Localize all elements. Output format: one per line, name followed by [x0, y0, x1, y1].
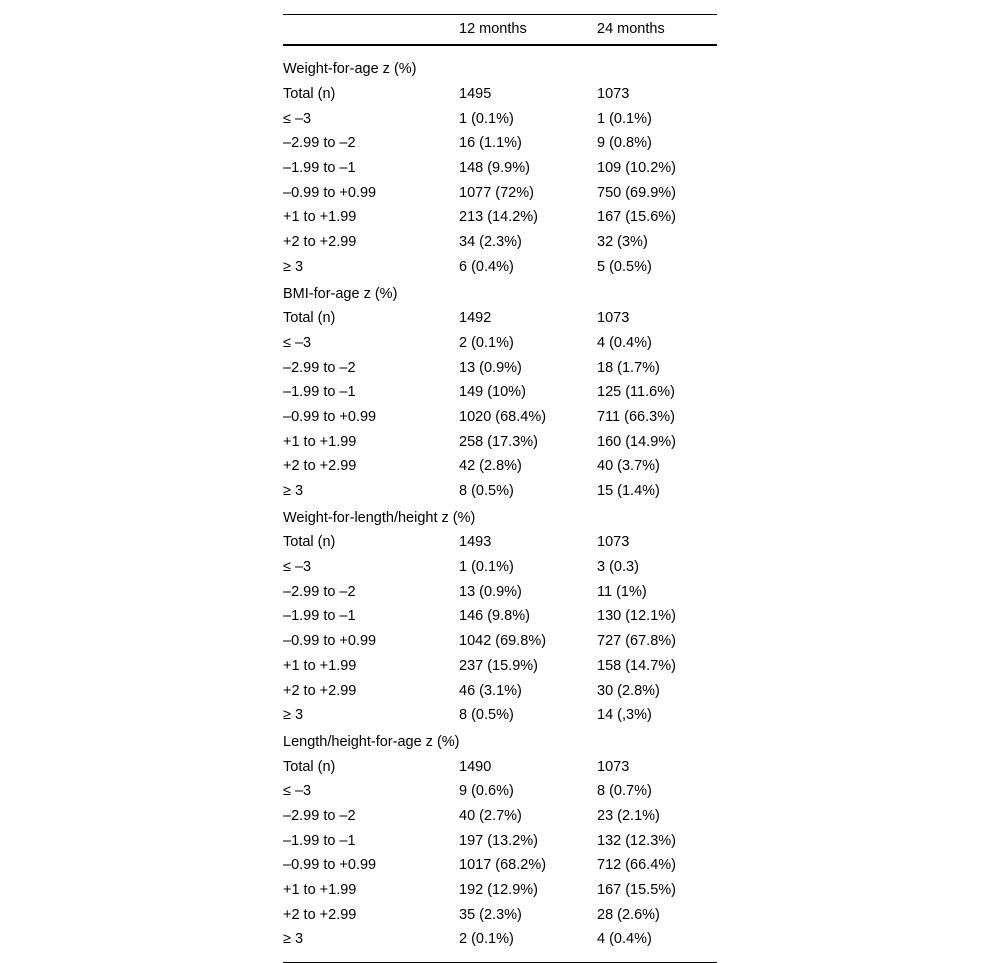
cell-12-months: 40 (2.7%): [459, 807, 522, 824]
cell-12-months: 213 (14.2%): [459, 209, 538, 226]
section-title: Length/height-for-age z (%): [283, 733, 460, 750]
table-row: [283, 604, 717, 629]
section-header-blank-24-months: [597, 55, 717, 82]
row-label: Total (n): [283, 758, 336, 775]
column-header-row: [283, 15, 717, 45]
table-header: [283, 15, 717, 47]
cell-24-months: 4 (0.4%): [597, 931, 652, 948]
cell-24-months: 4 (0.4%): [597, 334, 652, 351]
cell-24-months: 23 (2.1%): [597, 807, 660, 824]
z-score-distribution-table: [283, 14, 717, 963]
header-cell-label-column: [283, 15, 459, 45]
cell-24-months: 132 (12.3%): [597, 832, 676, 849]
table-row: [283, 205, 717, 230]
cell-24-months: 167 (15.5%): [597, 882, 676, 899]
cell-12-months: 6 (0.4%): [459, 258, 514, 275]
row-label: ≥ 3: [283, 483, 304, 500]
row-label: ≤ –3: [283, 334, 312, 351]
section-title: Weight-for-age z (%): [283, 61, 417, 78]
cell-24-months: 750 (69.9%): [597, 184, 676, 201]
row-label: –0.99 to +0.99: [283, 408, 377, 425]
row-label: –1.99 to –1: [283, 832, 356, 849]
section-header-row: [283, 55, 717, 82]
row-label: +1 to +1.99: [283, 882, 357, 899]
cell-12-months: 1 (0.1%): [459, 559, 514, 576]
table-row: [283, 927, 717, 952]
cell-24-months: 125 (11.6%): [597, 384, 675, 401]
cell-12-months: 148 (9.9%): [459, 160, 530, 177]
table-row: [283, 429, 717, 454]
cell-24-months: 1073: [597, 310, 630, 327]
cell-12-months: 34 (2.3%): [459, 234, 522, 251]
cell-12-months: 1020 (68.4%): [459, 408, 547, 425]
footer-spacer: [283, 952, 717, 963]
cell-24-months: 712 (66.4%): [597, 857, 676, 874]
row-label: +1 to +1.99: [283, 209, 357, 226]
table-row: [283, 405, 717, 430]
table-row: [283, 530, 717, 555]
section-title: Weight-for-length/height z (%): [283, 509, 476, 526]
cell-24-months: 32 (3%): [597, 234, 648, 251]
table-row: [283, 902, 717, 927]
table-row: [283, 754, 717, 779]
header-cell-24-months: 24 months: [597, 21, 665, 37]
table-row: [283, 180, 717, 205]
cell-24-months: 711 (66.3%): [597, 408, 675, 425]
table-row: [283, 106, 717, 131]
row-label: –1.99 to –1: [283, 608, 356, 625]
cell-24-months: 5 (0.5%): [597, 258, 652, 275]
cell-12-months: 1492: [459, 310, 492, 327]
section-title: BMI-for-age z (%): [283, 285, 398, 302]
cell-12-months: 149 (10%): [459, 384, 526, 401]
row-label: Total (n): [283, 534, 336, 551]
cell-12-months: 1493: [459, 534, 492, 551]
table-row: [283, 678, 717, 703]
row-label: –1.99 to –1: [283, 160, 356, 177]
cell-24-months: 167 (15.6%): [597, 209, 676, 226]
row-label: –0.99 to +0.99: [283, 184, 377, 201]
table-row: [283, 828, 717, 853]
section-header-row: [283, 279, 717, 306]
row-label: ≥ 3: [283, 707, 304, 724]
row-label: –2.99 to –2: [283, 359, 356, 376]
cell-12-months: 192 (12.9%): [459, 882, 538, 899]
cell-24-months: 130 (12.1%): [597, 608, 676, 625]
header-cell-12-months: 12 months: [459, 21, 527, 37]
cell-12-months: 2 (0.1%): [459, 931, 514, 948]
row-label: +1 to +1.99: [283, 433, 357, 450]
cell-12-months: 1017 (68.2%): [459, 857, 547, 874]
row-label: –1.99 to –1: [283, 384, 356, 401]
row-label: –2.99 to –2: [283, 583, 356, 600]
section-header-blank-12-months: [459, 279, 597, 306]
table-row: [283, 555, 717, 580]
row-label: Total (n): [283, 86, 336, 103]
cell-12-months: 146 (9.8%): [459, 608, 530, 625]
cell-24-months: 8 (0.7%): [597, 783, 652, 800]
cell-12-months: 1077 (72%): [459, 184, 534, 201]
row-label: +2 to +2.99: [283, 682, 357, 699]
cell-24-months: 1073: [597, 758, 630, 775]
cell-24-months: 15 (1.4%): [597, 483, 660, 500]
cell-12-months: 1490: [459, 758, 492, 775]
section-header-blank-24-months: [597, 503, 717, 530]
statistics-table-container: [283, 14, 717, 963]
cell-12-months: 13 (0.9%): [459, 359, 522, 376]
section-header-blank-12-months: [459, 55, 597, 82]
row-label: ≥ 3: [283, 931, 304, 948]
table-row: [283, 380, 717, 405]
table-row: [283, 131, 717, 156]
header-spacer: [283, 46, 717, 55]
cell-12-months: 35 (2.3%): [459, 906, 522, 923]
section-header-blank-12-months: [459, 503, 597, 530]
cell-24-months: 109 (10.2%): [597, 160, 676, 177]
cell-24-months: 9 (0.8%): [597, 135, 652, 152]
row-label: ≤ –3: [283, 110, 312, 127]
row-label: +1 to +1.99: [283, 657, 357, 674]
row-label: +2 to +2.99: [283, 906, 357, 923]
cell-24-months: 1 (0.1%): [597, 110, 652, 127]
cell-12-months: 46 (3.1%): [459, 682, 522, 699]
row-label: –0.99 to +0.99: [283, 633, 377, 650]
cell-24-months: 160 (14.9%): [597, 433, 676, 450]
cell-12-months: 197 (13.2%): [459, 832, 538, 849]
row-label: ≥ 3: [283, 258, 304, 275]
table-body: [283, 46, 717, 952]
row-label: –2.99 to –2: [283, 135, 356, 152]
cell-12-months: 1495: [459, 86, 492, 103]
section-header-blank-24-months: [597, 279, 717, 306]
section-header-blank-12-months: [459, 728, 597, 755]
row-label: ≤ –3: [283, 783, 312, 800]
cell-24-months: 30 (2.8%): [597, 682, 660, 699]
cell-12-months: 16 (1.1%): [459, 135, 522, 152]
cell-12-months: 9 (0.6%): [459, 783, 514, 800]
table-row: [283, 629, 717, 654]
table-row: [283, 82, 717, 107]
cell-12-months: 42 (2.8%): [459, 458, 522, 475]
cell-24-months: 727 (67.8%): [597, 633, 676, 650]
row-label: –0.99 to +0.99: [283, 857, 377, 874]
table-row: [283, 156, 717, 181]
table-row: [283, 779, 717, 804]
cell-12-months: 13 (0.9%): [459, 583, 522, 600]
row-label: –2.99 to –2: [283, 807, 356, 824]
table-row: [283, 454, 717, 479]
table-row: [283, 355, 717, 380]
cell-24-months: 40 (3.7%): [597, 458, 660, 475]
table-row: [283, 654, 717, 679]
table-row: [283, 804, 717, 829]
cell-24-months: 18 (1.7%): [597, 359, 660, 376]
section-header-row: [283, 503, 717, 530]
table-row: [283, 479, 717, 504]
table-row: [283, 230, 717, 255]
cell-12-months: 8 (0.5%): [459, 483, 514, 500]
table-row: [283, 255, 717, 280]
cell-24-months: 1073: [597, 86, 630, 103]
table-row: [283, 579, 717, 604]
row-label: +2 to +2.99: [283, 234, 357, 251]
table-row: [283, 306, 717, 331]
cell-24-months: 158 (14.7%): [597, 657, 676, 674]
cell-12-months: 1 (0.1%): [459, 110, 514, 127]
cell-12-months: 8 (0.5%): [459, 707, 514, 724]
table-row: [283, 878, 717, 903]
row-label: ≤ –3: [283, 559, 312, 576]
cell-12-months: 258 (17.3%): [459, 433, 538, 450]
cell-24-months: 11 (1%): [597, 583, 647, 600]
table-row: [283, 703, 717, 728]
table-row: [283, 331, 717, 356]
section-header-row: [283, 728, 717, 755]
cell-24-months: 1073: [597, 534, 630, 551]
table-footer: [283, 952, 717, 963]
cell-12-months: 2 (0.1%): [459, 334, 514, 351]
cell-24-months: 14 (,3%): [597, 707, 652, 724]
cell-24-months: 3 (0.3): [597, 559, 639, 576]
cell-24-months: 28 (2.6%): [597, 906, 660, 923]
cell-12-months: 237 (15.9%): [459, 657, 538, 674]
table-row: [283, 853, 717, 878]
section-header-blank-24-months: [597, 728, 717, 755]
row-label: Total (n): [283, 310, 336, 327]
row-label: +2 to +2.99: [283, 458, 357, 475]
cell-12-months: 1042 (69.8%): [459, 633, 547, 650]
